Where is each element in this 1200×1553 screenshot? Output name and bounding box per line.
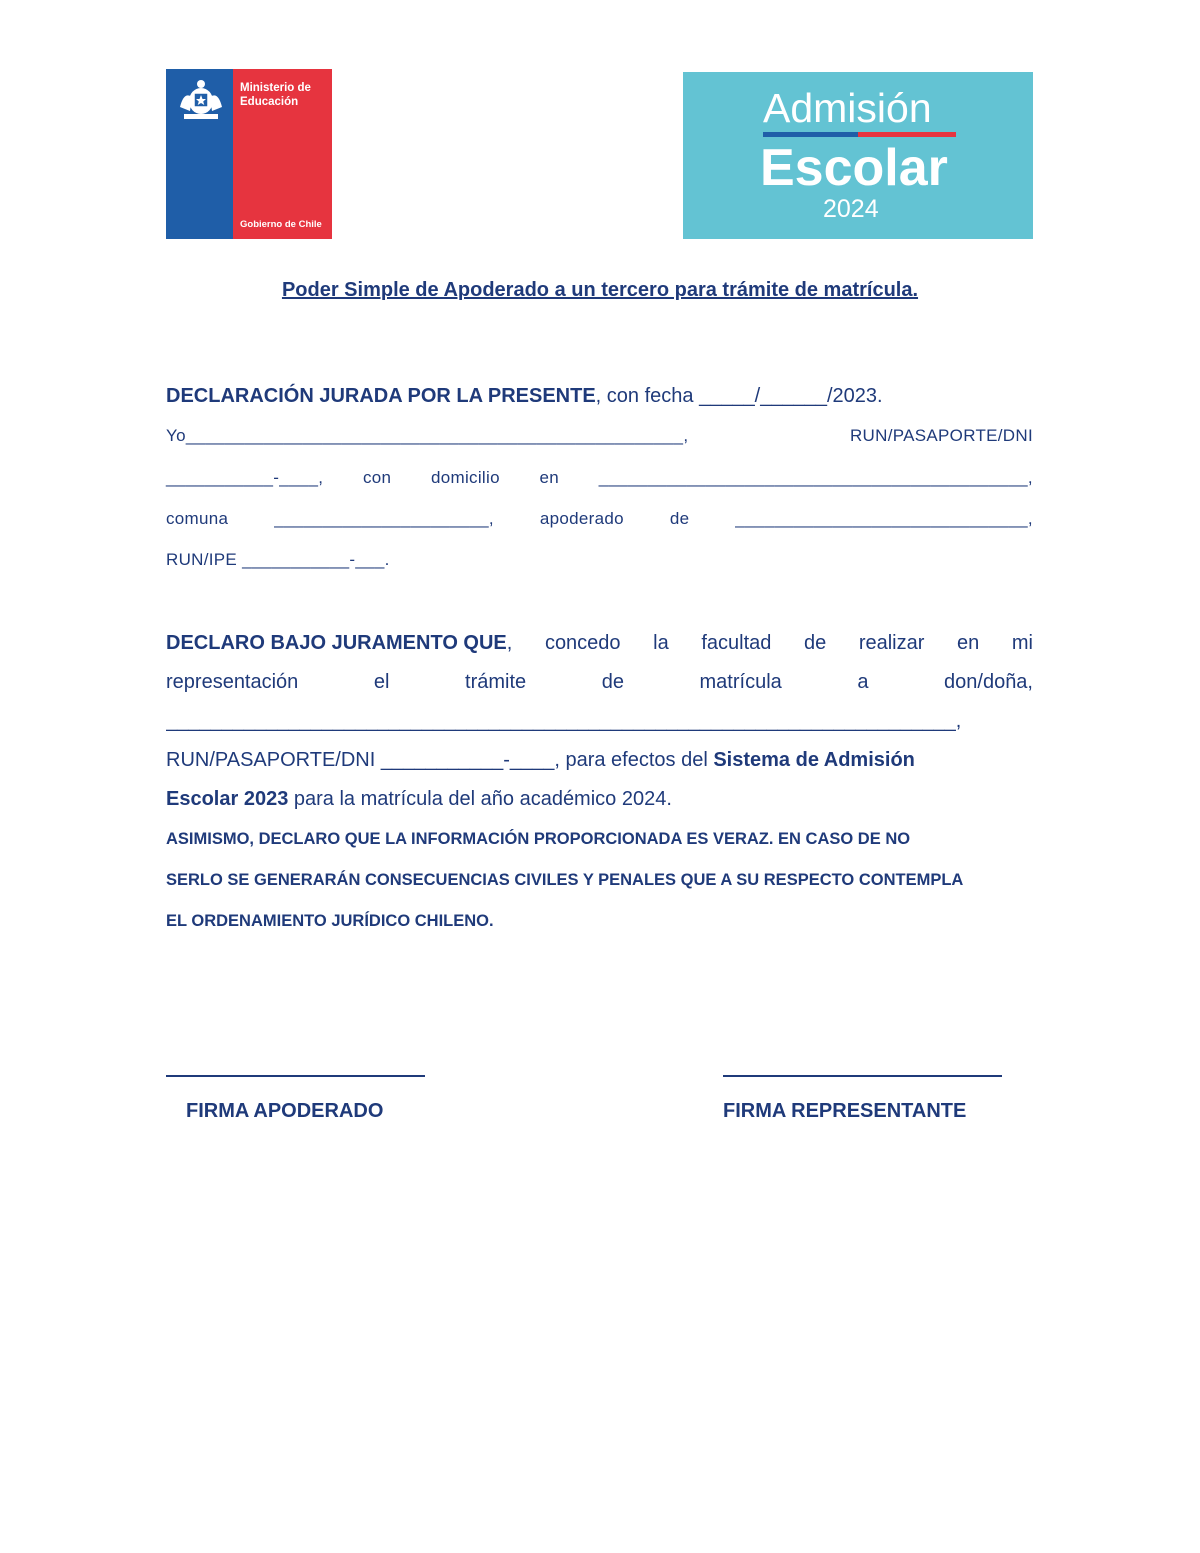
year-word: 2024 [823, 195, 879, 223]
declaration-line [166, 385, 1033, 408]
oath-word: mi [1011, 632, 1033, 654]
de-word: de [669, 509, 690, 528]
chile-crest-icon [174, 77, 228, 121]
oath-word: concedo [544, 632, 621, 654]
ministerio-line1: Ministerio de [240, 82, 311, 94]
document-title: Poder Simple de Apoderado a un tercero para trámite de matrícula. [281, 279, 919, 301]
en-word: en [539, 468, 560, 487]
escolar-word: Escolar [760, 139, 948, 197]
oath-line-1 [166, 632, 1033, 655]
oath-line-2 [166, 671, 1033, 694]
apoderado-word: apoderado [539, 509, 624, 528]
yo-line [166, 426, 1033, 446]
ministerio-logo [166, 69, 332, 239]
firma-apoderado-label: FIRMA APODERADO [186, 1100, 384, 1122]
oath-word: don/doña, [944, 671, 1033, 693]
run-ipe-line: RUN/IPE ___________-___. [166, 550, 390, 569]
con-word: con [363, 468, 392, 487]
oath-lead: DECLARO BAJO JURAMENTO QUE [166, 632, 507, 654]
declaration-date: , con fecha _____/______/2023. [595, 385, 883, 407]
oath-lead-group [166, 632, 512, 655]
gobierno-text: Gobierno de Chile [240, 219, 322, 230]
tercero-blank-line: _______________________________________________________________________, [166, 710, 962, 732]
oath-word: realizar [858, 632, 925, 654]
ministerio-line2: Educación [240, 96, 299, 108]
oath-run-text: RUN/PASAPORTE/DNI ___________-____, para efectos del [166, 749, 714, 771]
comuna-blank: ______________________, [274, 509, 494, 528]
asimismo-line-3: EL ORDENAMIENTO JURÍDICO CHILENO. [166, 912, 494, 930]
oath-word: el [373, 671, 390, 693]
asimismo-line-1: ASIMISMO, DECLARO QUE LA INFORMACIÓN PROPORCIONADA ES VERAZ. EN CASO DE NO [166, 830, 911, 848]
run-label: RUN/PASAPORTE/DNI [849, 426, 1033, 445]
signature-line-apoderado [166, 1075, 425, 1077]
oath-word: matrícula [699, 671, 782, 693]
run-blank: ___________-____, [166, 468, 324, 487]
sistema-admision: Sistema de Admisión [713, 749, 915, 771]
oath-word: en [957, 632, 980, 654]
domicilio-line [166, 468, 1033, 488]
logo-color-bar [763, 132, 956, 137]
comuna-line [166, 509, 1033, 529]
apoderado-blank: ______________________________, [735, 509, 1033, 528]
admision-escolar-logo [683, 72, 1033, 239]
oath-comma: , [506, 632, 513, 654]
domicilio-word: domicilio [431, 468, 500, 487]
oath-rest: para la matrícula del año académico 2024. [288, 788, 672, 810]
yo-blank: Yo___________________________________________________, [166, 426, 689, 445]
comuna-word: comuna [166, 509, 229, 528]
ministerio-text [240, 81, 311, 109]
oath-run-line [166, 749, 1033, 772]
oath-word: de [803, 632, 827, 654]
oath-escolar-line [166, 788, 1033, 811]
asimismo-line-2: SERLO SE GENERARÁN CONSECUENCIAS CIVILES Y PENALES QUE A SU RESPECTO CONTEMPLA [166, 871, 964, 889]
oath-word: a [857, 671, 869, 693]
domicilio-blank: ____________________________________________, [598, 468, 1033, 487]
admision-word: Admisión [763, 85, 932, 131]
oath-word: representación [166, 671, 299, 693]
oath-word: la [653, 632, 669, 654]
declaration-lead: DECLARACIÓN JURADA POR LA PRESENTE [166, 385, 596, 407]
oath-word: trámite [465, 671, 527, 693]
firma-representante-label: FIRMA REPRESENTANTE [723, 1100, 967, 1122]
signature-line-representante [723, 1075, 1002, 1077]
escolar-2023: Escolar 2023 [166, 788, 289, 810]
oath-word: facultad [701, 632, 772, 654]
oath-word: de [601, 671, 624, 693]
